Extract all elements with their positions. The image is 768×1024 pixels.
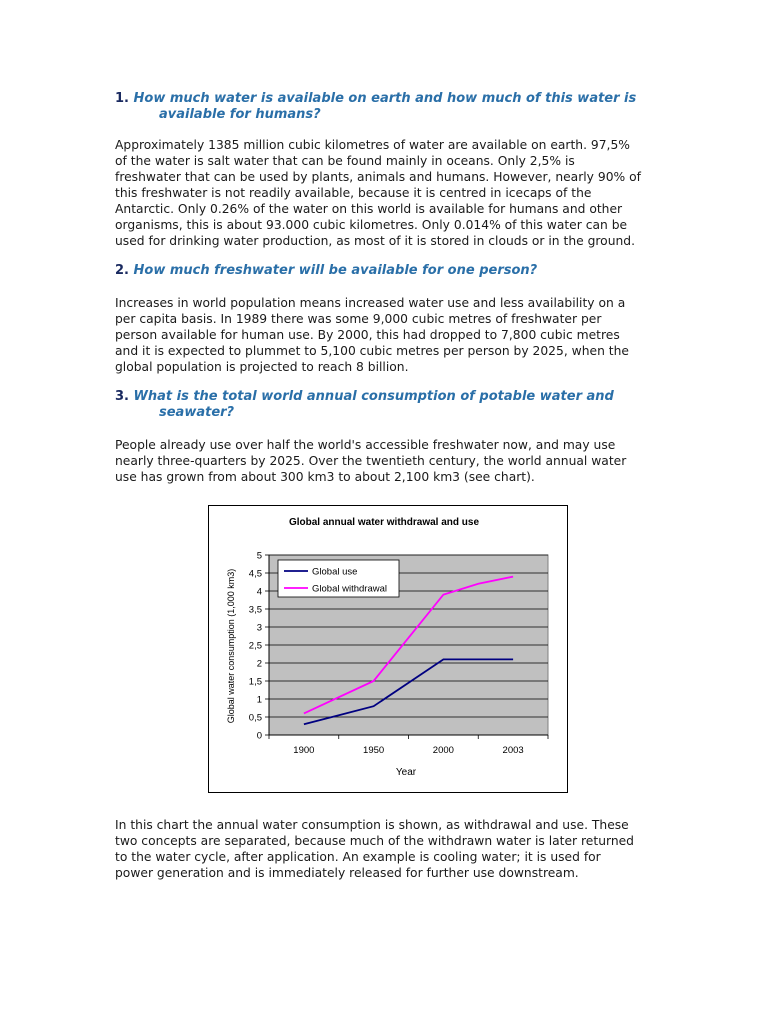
answer-1-line: freshwater that can be used by plants, animals and humans. However, nearly 90% of [115, 170, 641, 184]
answer-1-line: used for drinking water production, as most of it is stored in clouds or in the ground. [115, 234, 635, 248]
answer-1 [115, 137, 670, 249]
question-2-number: 2. [115, 263, 129, 278]
answer-2-line: global population is projected to reach 8 billion. [115, 360, 409, 374]
answer-2-line: and it is expected to plummet to 5,100 cubic metres per person by 2025, when the [115, 344, 629, 358]
question-1-text-line2: available for humans? [159, 107, 321, 122]
y-tick-label: 3,5 [248, 604, 262, 616]
y-tick-label: 0 [256, 730, 262, 742]
legend-label: Global withdrawal [312, 583, 387, 595]
x-tick-label: 1950 [363, 745, 385, 756]
y-tick-label: 2,5 [248, 640, 262, 652]
x-tick-label: 1900 [293, 745, 315, 756]
x-axis-label: Year [395, 767, 417, 778]
answer-1-line: Antarctic. Only 0.26% of the water on this world is available for humans and other [115, 202, 623, 216]
answer-2 [115, 295, 670, 375]
answer-1-line: Approximately 1385 million cubic kilometres of water are available on earth. 97,5% [115, 138, 630, 152]
question-3-text-line2: seawater? [159, 405, 235, 420]
answer-2-line: person available for human use. By 2000, this had dropped to 7,800 cubic metres [115, 328, 620, 342]
y-tick-label: 1,5 [248, 676, 262, 688]
plot-area [249, 551, 548, 757]
y-tick-label: 4,5 [248, 568, 262, 580]
question-1-number: 1. [115, 91, 129, 106]
y-tick-label: 5 [256, 550, 262, 562]
y-tick-label: 2 [256, 658, 262, 670]
answer-1-line: of the water is salt water that can be found mainly in oceans. Only 2,5% is [115, 154, 575, 168]
question-3-number: 3. [115, 389, 129, 404]
answer-1-line: organisms, this is about 93.000 cubic kilometres. Only 0.014% of this water can be [115, 218, 628, 232]
question-2-text-line1: How much freshwater will be available for one person? [133, 263, 538, 278]
closing-paragraph [115, 817, 670, 881]
question-1 [115, 91, 675, 123]
question-2 [115, 263, 675, 279]
answer-3-line: use has grown from about 300 km3 to about 2,100 km3 (see chart). [115, 470, 535, 484]
closing-line: power generation and is immediately released for further use downstream. [115, 866, 579, 880]
answer-3 [115, 437, 670, 485]
y-tick-label: 0,5 [248, 712, 262, 724]
y-tick-label: 1 [256, 694, 262, 706]
closing-line: to the water cycle, after application. An example is cooling water; it is used for [115, 850, 601, 864]
answer-3-line: People already use over half the world's accessible freshwater now, and may use [115, 438, 616, 452]
closing-line: In this chart the annual water consumption is shown, as withdrawal and use. These [115, 818, 629, 832]
closing-line: two concepts are separated, because much of the withdrawn water is later returned [115, 834, 634, 848]
answer-2-line: Increases in world population means increased water use and less availability on a [115, 296, 626, 310]
answer-3-line: nearly three-quarters by 2025. Over the twentieth century, the world annual water [115, 454, 627, 468]
legend-label: Global use [312, 566, 358, 578]
question-1-text-line1: How much water is available on earth and how much of this water is [133, 91, 637, 106]
x-tick-label: 2003 [502, 745, 524, 756]
question-3-text-line1: What is the total world annual consumption of potable water and [133, 389, 614, 404]
y-tick-label: 4 [256, 586, 262, 598]
chart-svg [209, 506, 567, 792]
chart-title: Global annual water withdrawal and use [288, 517, 480, 528]
answer-2-line: per capita basis. In 1989 there was some 9,000 cubic metres of freshwater per [115, 312, 602, 326]
x-tick-label: 2000 [432, 745, 454, 756]
water-consumption-chart [208, 505, 568, 793]
answer-1-line: this freshwater is not readily available, because it is centred in icecaps of the [115, 186, 592, 200]
y-tick-label: 3 [256, 622, 262, 634]
question-3 [115, 389, 675, 421]
y-axis-label: Global water consumption (1,000 km3) [226, 568, 236, 724]
